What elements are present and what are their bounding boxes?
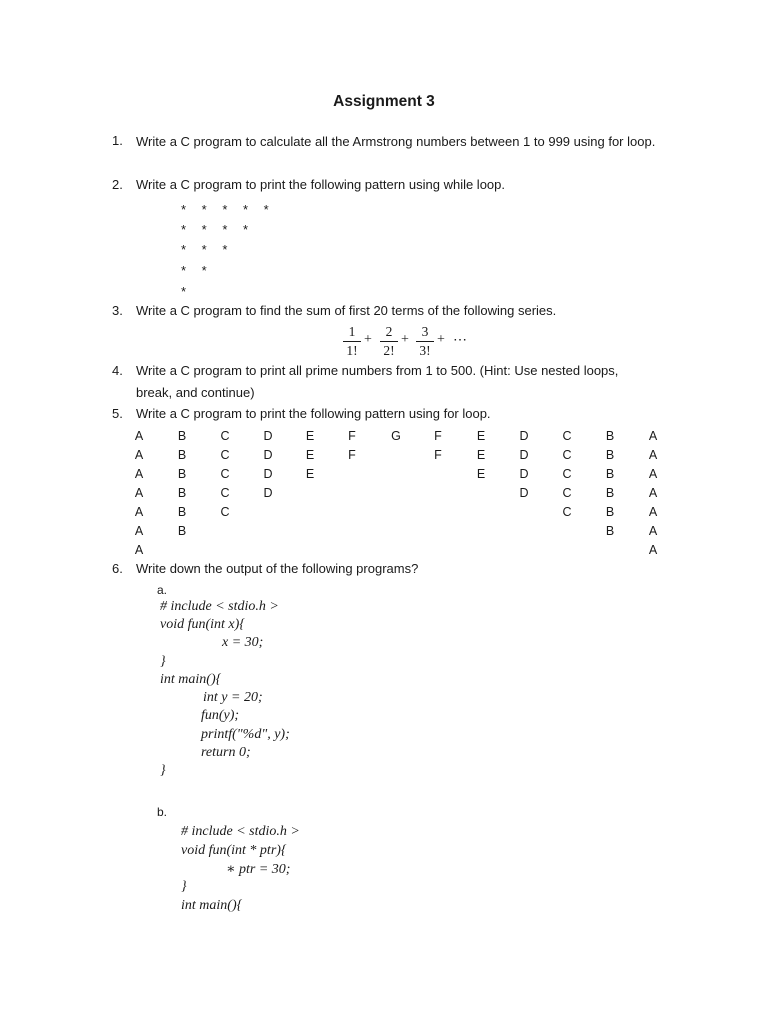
code-line: void fun(int x){ bbox=[160, 617, 245, 632]
question-4-text-line-2: break, and continue) bbox=[136, 385, 255, 400]
pattern-letter: B bbox=[177, 505, 187, 519]
pattern-letter: B bbox=[605, 486, 615, 500]
code-line: } bbox=[160, 654, 166, 669]
code-line: x = 30; bbox=[222, 635, 264, 650]
pattern-letter: D bbox=[263, 467, 273, 481]
question-5-text: Write a C program to print the following pattern using for loop. bbox=[136, 406, 491, 421]
pattern-letter: A bbox=[134, 505, 144, 519]
pattern-letter: A bbox=[134, 543, 144, 557]
pattern-letter: B bbox=[605, 448, 615, 462]
pattern-letter: E bbox=[476, 467, 486, 481]
program-a-label: a. bbox=[157, 583, 168, 597]
code-line: # include < stdio.h > bbox=[181, 824, 300, 839]
plus-sign: + bbox=[401, 332, 409, 347]
code-line: fun(y); bbox=[201, 708, 240, 723]
question-5-number: 5. bbox=[112, 406, 123, 421]
pattern-letter: A bbox=[648, 524, 658, 538]
code-line: # include < stdio.h > bbox=[160, 599, 279, 614]
pattern-letter: F bbox=[348, 429, 356, 443]
program-b-label: b. bbox=[157, 805, 168, 819]
pattern-letter: A bbox=[648, 467, 658, 481]
pattern-letter: B bbox=[605, 505, 615, 519]
pattern-letter: E bbox=[305, 467, 315, 481]
question-4-text-line-1: Write a C program to print all prime numbers from 1 to 500. (Hint: Use nested loops, bbox=[136, 363, 619, 378]
code-line: int main(){ bbox=[160, 672, 222, 687]
question-3-text: Write a C program to find the sum of first 20 terms of the following series. bbox=[136, 303, 557, 318]
pattern-letter: F bbox=[434, 429, 442, 443]
ellipsis: ⋯ bbox=[453, 333, 467, 348]
pattern-letter: E bbox=[476, 448, 486, 462]
fraction-term bbox=[380, 322, 398, 360]
pattern-letter: B bbox=[605, 467, 615, 481]
pattern-letter: B bbox=[177, 467, 187, 481]
fraction-term bbox=[416, 322, 434, 360]
pattern-letter: C bbox=[220, 429, 230, 443]
code-line: return 0; bbox=[201, 745, 251, 760]
star-pattern-row: * * * bbox=[181, 242, 234, 257]
pattern-letter: C bbox=[562, 505, 572, 519]
question-2-text: Write a C program to print the following pattern using while loop. bbox=[136, 177, 506, 192]
code-line: void fun(int * ptr){ bbox=[181, 843, 287, 858]
pattern-letter: A bbox=[648, 505, 658, 519]
pattern-letter: B bbox=[605, 429, 615, 443]
pattern-letter: A bbox=[648, 448, 658, 462]
pattern-letter: D bbox=[519, 486, 529, 500]
pattern-letter: F bbox=[348, 448, 356, 462]
pattern-letter: E bbox=[305, 448, 315, 462]
pattern-letter: A bbox=[134, 486, 144, 500]
code-line: ∗ ptr = 30; bbox=[226, 862, 291, 877]
pattern-letter: A bbox=[134, 467, 144, 481]
pattern-letter: B bbox=[177, 448, 187, 462]
pattern-letter: C bbox=[220, 505, 230, 519]
pattern-letter: E bbox=[476, 429, 486, 443]
pattern-letter: F bbox=[434, 448, 442, 462]
question-1-text: Write a C program to calculate all the Armstrong numbers between 1 to 999 using for loop. bbox=[136, 134, 656, 149]
pattern-letter: G bbox=[391, 429, 401, 443]
pattern-letter: A bbox=[648, 543, 658, 557]
question-3-number: 3. bbox=[112, 303, 123, 318]
question-6-number: 6. bbox=[112, 561, 123, 576]
fraction-numerator: 2 bbox=[385, 324, 393, 339]
code-line: int y = 20; bbox=[203, 690, 263, 705]
fraction-numerator: 1 bbox=[348, 324, 356, 339]
pattern-letter: C bbox=[562, 486, 572, 500]
question-2-number: 2. bbox=[112, 177, 123, 192]
question-4-number: 4. bbox=[112, 363, 123, 378]
pattern-letter: D bbox=[519, 467, 529, 481]
fraction-denominator: 3! bbox=[419, 343, 431, 358]
code-line: } bbox=[160, 763, 166, 778]
pattern-letter: D bbox=[263, 486, 273, 500]
question-6-text: Write down the output of the following programs? bbox=[136, 561, 419, 576]
fraction-denominator: 1! bbox=[346, 343, 358, 358]
star-pattern-row: * * bbox=[181, 263, 213, 278]
pattern-letter: A bbox=[134, 429, 144, 443]
pattern-letter: E bbox=[305, 429, 315, 443]
pattern-letter: C bbox=[220, 467, 230, 481]
code-line: printf("%d", y); bbox=[201, 727, 290, 742]
pattern-letter: D bbox=[263, 448, 273, 462]
star-pattern-row: * * * * bbox=[181, 222, 255, 237]
plus-sign: + bbox=[437, 332, 445, 347]
pattern-letter: C bbox=[562, 448, 572, 462]
pattern-letter: B bbox=[177, 486, 187, 500]
code-line: int main(){ bbox=[181, 898, 243, 913]
fraction-numerator: 3 bbox=[421, 324, 429, 339]
pattern-letter: B bbox=[177, 524, 187, 538]
star-pattern-row: * bbox=[181, 284, 193, 299]
pattern-letter: C bbox=[562, 467, 572, 481]
pattern-letter: A bbox=[648, 486, 658, 500]
pattern-letter: A bbox=[648, 429, 658, 443]
pattern-letter: D bbox=[263, 429, 273, 443]
code-line: } bbox=[181, 879, 187, 894]
question-1-number: 1. bbox=[112, 133, 123, 148]
pattern-letter: C bbox=[220, 486, 230, 500]
pattern-letter: B bbox=[177, 429, 187, 443]
fraction-denominator: 2! bbox=[383, 343, 395, 358]
page-title: Assignment 3 bbox=[333, 93, 435, 110]
pattern-letter: A bbox=[134, 524, 144, 538]
pattern-letter: C bbox=[562, 429, 572, 443]
plus-sign: + bbox=[364, 332, 372, 347]
pattern-letter: D bbox=[519, 448, 529, 462]
pattern-letter: A bbox=[134, 448, 144, 462]
pattern-letter: C bbox=[220, 448, 230, 462]
pattern-letter: D bbox=[519, 429, 529, 443]
fraction-term bbox=[343, 322, 361, 360]
star-pattern-row: * * * * * bbox=[181, 202, 275, 217]
pattern-letter: B bbox=[605, 524, 615, 538]
